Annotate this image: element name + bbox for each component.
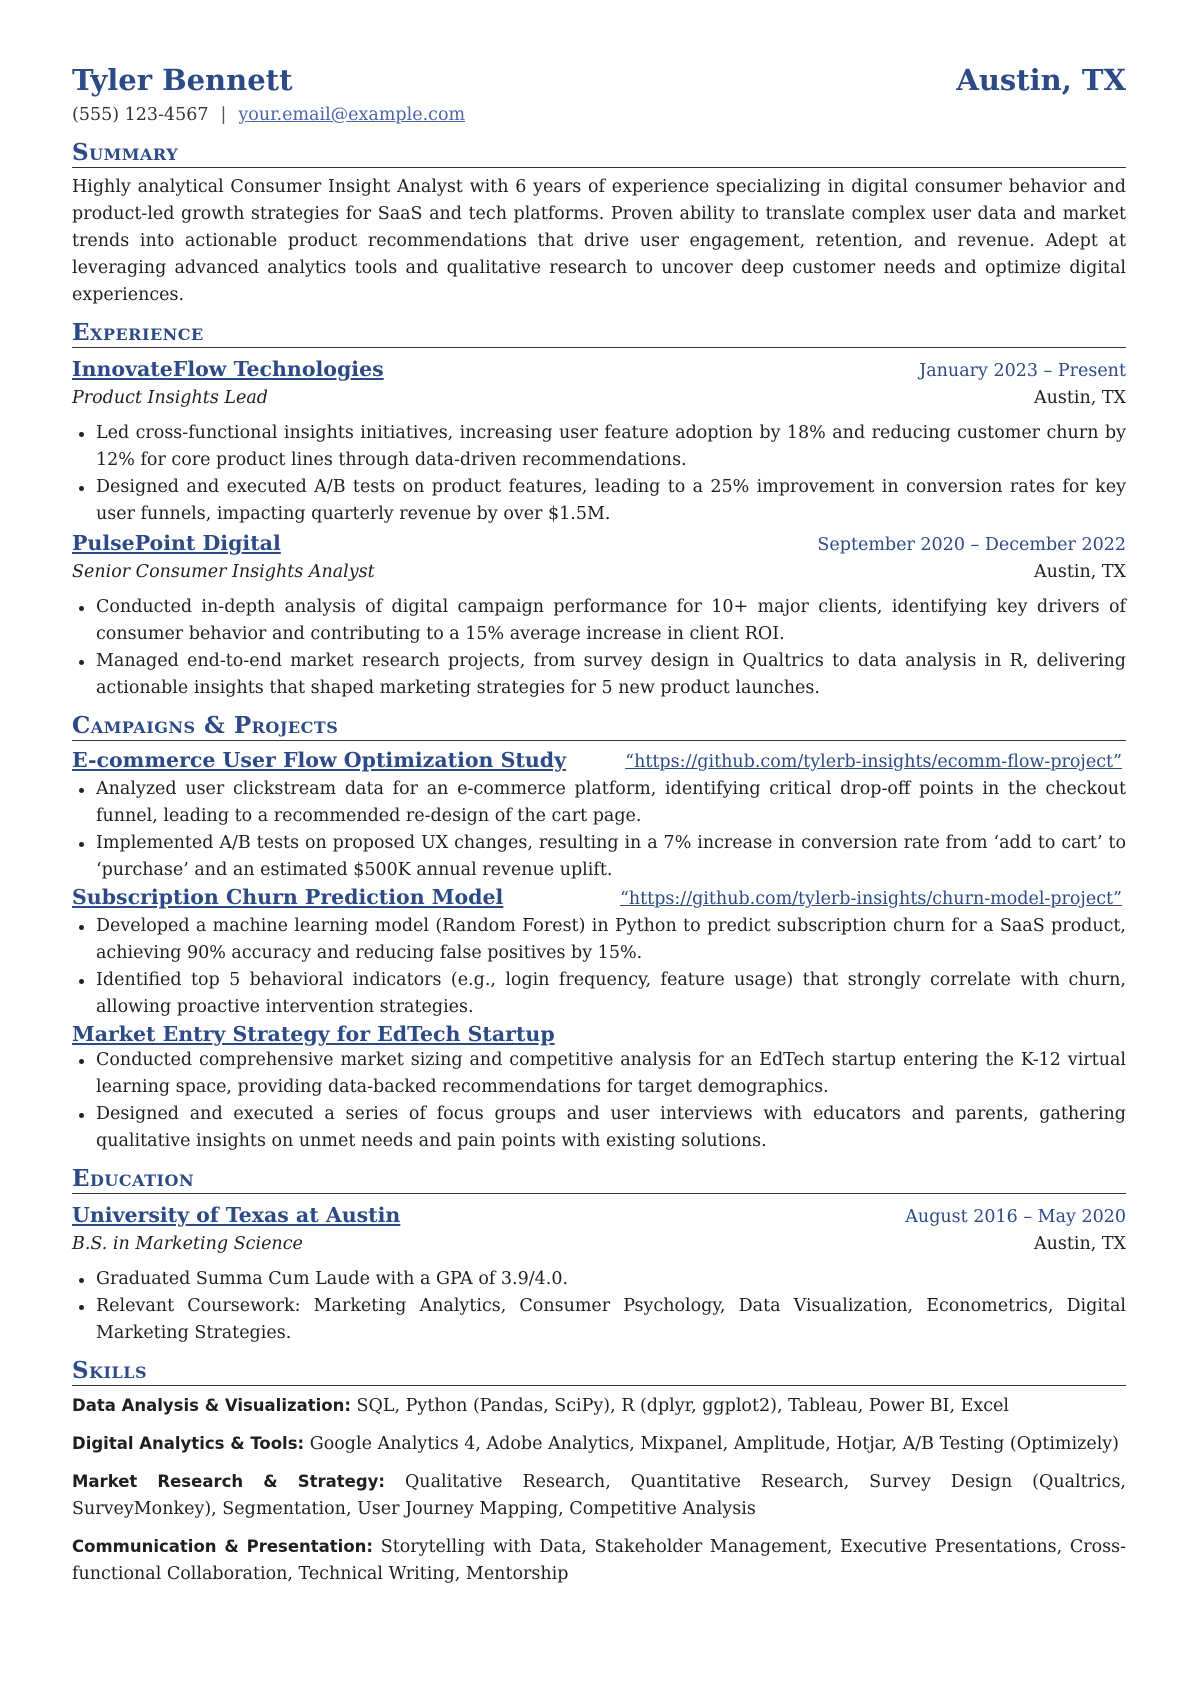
employment-dates: September 2020 – December 2022 [817,535,1126,555]
resume-header [72,62,1126,98]
employment-dates: January 2023 – Present [919,361,1126,381]
skill-row [72,1468,1126,1523]
skill-category: Communication & Presentation: [72,1537,374,1556]
project-entry [72,1021,1126,1155]
job-location: Austin, TX [1033,388,1126,408]
experience-heading: Experience [72,319,1126,348]
projects-heading: Campaigns & Projects [72,712,1126,741]
achievement-item: Designed and executed A/B tests on product features, leading to a 25% improvement in conversion rates for key user funnels, impacting quarterly revenue by over $1.5M. [96,474,1126,528]
email-link[interactable]: your.email@example.com [238,105,466,125]
education-dates: August 2016 – May 2020 [905,1207,1126,1227]
school-name-link[interactable]: University of Texas at Austin [72,1203,401,1227]
phone-number: (555) 123-4567 [72,105,209,125]
contact-line [72,102,1126,129]
education-heading: Education [72,1165,1126,1194]
resume-page [72,62,1126,1598]
skill-category: Data Analysis & Visualization: [72,1396,351,1415]
project-bullet: Conducted comprehensive market sizing and competitive analysis for an EdTech startup entering the K-12 virtual learning space, providing data-backed recommendations for target demographics. [96,1047,1126,1101]
company-name-link[interactable]: PulsePoint Digital [72,531,281,555]
job-title: Senior Consumer Insights Analyst [72,562,375,582]
skill-values: Google Analytics 4, Adobe Analytics, Mixpanel, Amplitude, Hotjar, A/B Testing (Optimizely) [309,1434,1120,1454]
project-title-link[interactable]: Market Entry Strategy for EdTech Startup [72,1022,555,1046]
skill-values: Storytelling with Data, Stakeholder Management, Executive Presentations, Cross-functional Collaboration, Technical Writing, Mentorship [72,1537,1127,1584]
skills-heading: Skills [72,1357,1126,1386]
education-bullet: Relevant Coursework: Marketing Analytics, Consumer Psychology, Data Visualization, Econometrics, Digital Marketing Strategies. [96,1293,1126,1347]
project-bullet-list [72,913,1126,1021]
education-bullet: Graduated Summa Cum Laude with a GPA of 3.9/4.0. [96,1266,1126,1293]
experience-entry [72,354,1126,528]
project-title-link[interactable]: Subscription Churn Prediction Model [72,885,504,909]
project-bullet: Implemented A/B tests on proposed UX changes, resulting in a 7% increase in conversion rate from ‘add to cart’ to ‘purchase’ and an estimated $500K annual revenue uplift. [96,830,1126,884]
project-bullet: Designed and executed a series of focus groups and user interviews with educators and parents, gathering qualitative insights on unmet needs and pain points with existing solutions. [96,1101,1126,1155]
project-bullet-list [72,776,1126,884]
skill-row [72,1533,1126,1588]
achievement-item: Led cross-functional insights initiatives, increasing user feature adoption by 18% and reducing customer churn by 12% for core product lines through data-driven recommendations. [96,420,1126,474]
summary-text: Highly analytical Consumer Insight Analyst with 6 years of experience specializing in digital consumer behavior and product-led growth strategies for SaaS and tech platforms. Proven ability to translate complex user data and market trends into actionable product recommendations that drive user engagement, retention, and revenue. Adept at leveraging advanced analytics tools and qualitative research to uncover deep customer needs and optimize digital experiences. [72,177,1126,305]
achievement-list [72,420,1126,528]
skill-category: Market Research & Strategy: [72,1472,386,1491]
job-location: Austin, TX [1033,562,1126,582]
experience-entry [72,528,1126,702]
candidate-name: Tyler Bennett [72,63,293,97]
project-bullet: Analyzed user clickstream data for an e-commerce platform, identifying critical drop-off points in the checkout funnel, leading to a recommended re-design of the cart page. [96,776,1126,830]
project-bullet: Developed a machine learning model (Random Forest) in Python to predict subscription churn for a SaaS product, achieving 90% accuracy and reducing false positives by 15%. [96,913,1126,967]
project-entry [72,884,1126,1021]
project-title-link[interactable]: E-commerce User Flow Optimization Study [72,748,567,772]
education-entry [72,1200,1126,1347]
company-name-link[interactable]: InnovateFlow Technologies [72,357,384,381]
contact-separator: | [220,105,227,125]
skill-values: Qualitative Research, Quantitative Research, Survey Design (Qualtrics, SurveyMonkey), Segmentation, User Journey Mapping, Competitive Analysis [72,1472,1126,1519]
candidate-location: Austin, TX [956,63,1126,97]
school-location: Austin, TX [1033,1234,1126,1254]
achievement-item: Conducted in-depth analysis of digital campaign performance for 10+ major clients, identifying key drivers of consumer behavior and contributing to a 15% average increase in client ROI. [96,594,1126,648]
degree-title: B.S. in Marketing Science [72,1234,303,1254]
skill-values: SQL, Python (Pandas, SciPy), R (dplyr, ggplot2), Tableau, Power BI, Excel [356,1396,1009,1416]
project-bullet: Identified top 5 behavioral indicators (e.g., login frequency, feature usage) that strongly correlate with churn, allowing proactive intervention strategies. [96,967,1126,1021]
project-bullet-list [72,1047,1126,1155]
job-title: Product Insights Lead [72,388,268,408]
project-repo-link[interactable]: “https://github.com/tylerb-insights/churn-model-project” [619,889,1122,909]
achievement-list [72,594,1126,702]
skill-category: Digital Analytics & Tools: [72,1434,305,1453]
achievement-item: Managed end-to-end market research projects, from survey design in Qualtrics to data analysis in R, delivering actionable insights that shaped marketing strategies for 5 new product launches. [96,648,1126,702]
skill-row [72,1430,1126,1458]
summary-heading: Summary [72,139,1126,168]
education-bullet-list [72,1266,1126,1347]
skill-row [72,1392,1126,1420]
project-repo-link[interactable]: “https://github.com/tylerb-insights/ecomm-flow-project” [625,752,1122,772]
project-entry [72,747,1126,884]
